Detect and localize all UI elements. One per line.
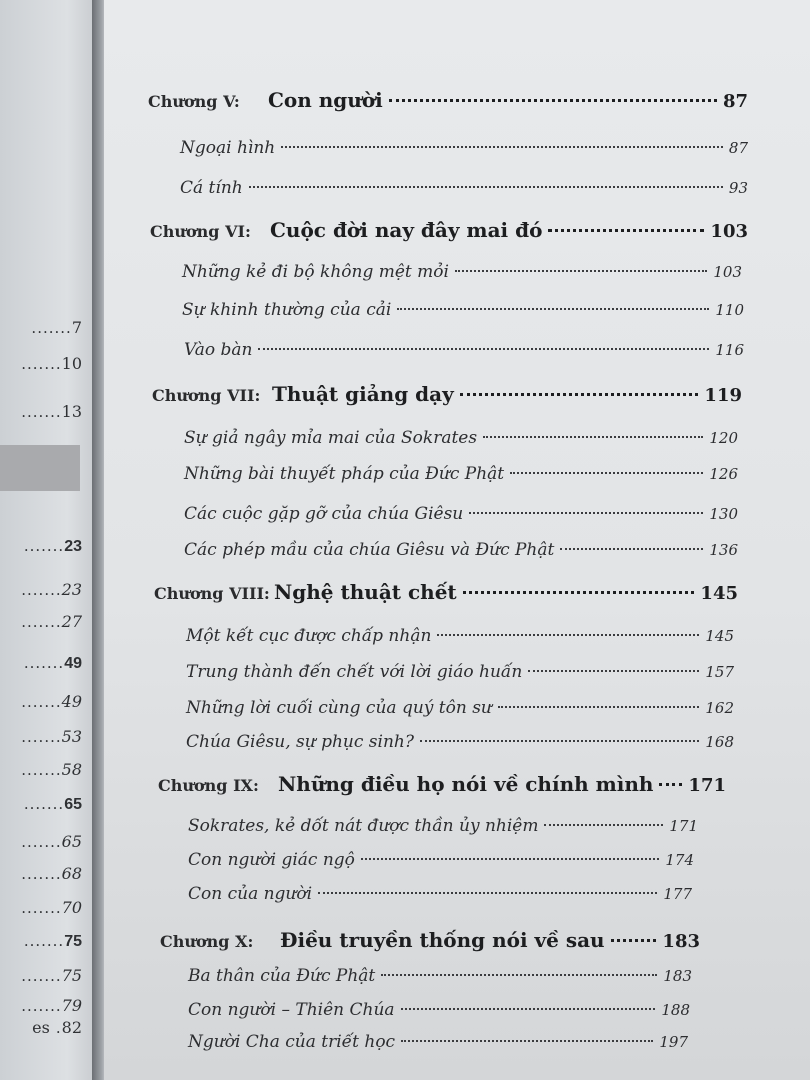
left-page-number: 49 xyxy=(64,655,82,672)
left-page-number: 23 xyxy=(64,538,82,555)
left-page-number: 7 xyxy=(71,318,82,337)
page-number: 87 xyxy=(728,139,748,157)
left-page-entry xyxy=(21,898,82,917)
toc-section-row[interactable] xyxy=(188,1000,690,1020)
toc-section-row[interactable] xyxy=(186,698,734,718)
section-title: Vào bàn xyxy=(184,340,253,360)
left-page-dots: ....... xyxy=(21,761,62,779)
section-title: Chúa Giêsu, sự phục sinh? xyxy=(186,732,414,752)
page-number: 177 xyxy=(663,885,692,903)
page-number: 171 xyxy=(669,817,698,835)
section-title: Con của người xyxy=(188,884,313,904)
dot-leader xyxy=(510,472,703,474)
toc-section-row[interactable] xyxy=(184,504,738,524)
dot-leader xyxy=(659,783,682,786)
toc-section-row[interactable] xyxy=(182,300,744,320)
left-page-number: 75 xyxy=(64,933,82,950)
page-number: 145 xyxy=(700,583,738,604)
left-page-number: 68 xyxy=(61,864,82,883)
toc-section-row[interactable] xyxy=(184,340,744,360)
left-page-dots: ....... xyxy=(23,932,65,950)
section-title: Những bài thuyết pháp của Đức Phật xyxy=(184,464,505,484)
left-page-entry xyxy=(24,654,82,673)
left-page-dots: ....... xyxy=(21,693,62,711)
dot-leader xyxy=(381,974,657,976)
toc-section-row[interactable] xyxy=(186,626,734,646)
section-title: Trung thành đến chết với lời giáo huấn xyxy=(186,662,523,682)
left-page-gray-band xyxy=(0,445,80,491)
left-page-number: 65 xyxy=(64,796,82,813)
dot-leader xyxy=(548,229,704,232)
toc-chapter-row[interactable] xyxy=(160,928,700,952)
left-page-entry xyxy=(21,832,82,851)
dot-leader xyxy=(560,548,703,550)
left-page-number: 13 xyxy=(61,402,82,421)
section-title: Ngoại hình xyxy=(180,138,276,158)
toc-section-row[interactable] xyxy=(186,662,734,682)
dot-leader xyxy=(437,634,699,636)
page-number: 130 xyxy=(709,505,738,523)
section-title: Sokrates, kẻ dốt nát được thần ủy nhiệm xyxy=(188,816,539,836)
left-page-entry xyxy=(21,612,82,631)
chapter-title: Cuộc đời nay đây mai đó xyxy=(270,218,543,242)
dot-leader xyxy=(463,591,695,594)
page-number: 116 xyxy=(715,341,744,359)
chapter-title: Nghệ thuật chết xyxy=(274,580,457,604)
left-page-dots: ....... xyxy=(21,355,62,373)
left-page-entry xyxy=(21,692,82,711)
page-number: 145 xyxy=(705,627,734,645)
left-page-number: 23 xyxy=(61,580,82,599)
left-page-entry xyxy=(21,402,82,421)
dot-leader xyxy=(389,99,717,102)
section-title: Cá tính xyxy=(180,178,243,198)
toc-section-row[interactable] xyxy=(184,464,738,484)
dot-leader xyxy=(544,824,663,826)
dot-leader xyxy=(420,740,699,742)
dot-leader xyxy=(460,393,699,396)
left-page-dots: ....... xyxy=(23,537,65,555)
left-page-entry xyxy=(24,795,82,814)
section-title: Sự khinh thường của cải xyxy=(182,300,392,320)
section-title: Những lời cuối cùng của quý tôn sư xyxy=(186,698,492,718)
left-page-dots: ....... xyxy=(21,997,62,1015)
page-number: 171 xyxy=(688,775,726,796)
toc-section-row[interactable] xyxy=(188,884,692,904)
left-page-entry xyxy=(24,932,82,951)
section-title: Con người giác ngộ xyxy=(188,850,355,870)
section-title: Các phép mầu của chúa Giêsu và Đức Phật xyxy=(184,540,555,560)
left-page-entry xyxy=(32,1018,82,1037)
section-title: Những kẻ đi bộ không mệt mỏi xyxy=(182,262,449,282)
toc-section-row[interactable] xyxy=(188,966,692,986)
left-page-dots: ....... xyxy=(31,319,72,337)
page-number: 120 xyxy=(709,429,738,447)
left-page-dots: ....... xyxy=(21,728,62,746)
left-page-dots: ....... xyxy=(21,613,62,631)
page-number: 168 xyxy=(705,733,734,751)
left-page-entry xyxy=(21,354,82,373)
dot-leader xyxy=(281,146,723,148)
toc-section-row[interactable] xyxy=(180,178,748,198)
dot-leader xyxy=(318,892,657,894)
left-page-entry xyxy=(24,537,82,556)
chapter-label: Chương IX: xyxy=(158,776,259,795)
dot-leader xyxy=(498,706,699,708)
page-number: 119 xyxy=(704,385,742,406)
toc-section-row[interactable] xyxy=(186,732,734,752)
page-number: 174 xyxy=(665,851,694,869)
section-title: Một kết cục được chấp nhận xyxy=(186,626,432,646)
left-page-number: 10 xyxy=(61,354,82,373)
toc-section-row[interactable] xyxy=(188,1032,688,1052)
left-page-number: 65 xyxy=(61,832,82,851)
dot-leader xyxy=(401,1008,656,1010)
dot-leader xyxy=(249,186,723,188)
left-page-dots: ....... xyxy=(21,403,62,421)
chapter-label: Chương VII: xyxy=(152,386,261,405)
toc-section-row[interactable] xyxy=(188,850,694,870)
dot-leader xyxy=(401,1040,653,1042)
chapter-title: Con người xyxy=(268,88,383,112)
dot-leader xyxy=(469,512,703,514)
chapter-label: Chương X: xyxy=(160,932,254,951)
left-page-entry xyxy=(21,727,82,746)
left-page-dots: ....... xyxy=(23,654,65,672)
left-page-number: 70 xyxy=(61,898,82,917)
page-number: 93 xyxy=(728,179,748,197)
page-number: 110 xyxy=(715,301,744,319)
left-page-entry xyxy=(21,966,82,985)
left-page-entry xyxy=(21,760,82,779)
section-title: Sự giả ngây mỉa mai của Sokrates xyxy=(184,428,478,448)
toc-chapter-row[interactable] xyxy=(152,382,742,406)
left-page-dots: ....... xyxy=(21,865,62,883)
page-number: 126 xyxy=(709,465,738,483)
toc-chapter-row[interactable] xyxy=(150,218,748,242)
page-number: 87 xyxy=(722,91,748,112)
left-page-entry xyxy=(31,318,82,337)
left-page-number: 53 xyxy=(61,727,82,746)
dot-leader xyxy=(361,858,659,860)
chapter-label: Chương VIII: xyxy=(154,584,270,603)
left-page xyxy=(0,0,96,1080)
left-page-number: 27 xyxy=(61,612,82,631)
left-page-entry xyxy=(21,864,82,883)
section-title: Ba thân của Đức Phật xyxy=(188,966,376,986)
page-number: 197 xyxy=(659,1033,688,1051)
left-page-dots: ....... xyxy=(21,581,62,599)
left-page-dots: ....... xyxy=(21,833,62,851)
page-number: 103 xyxy=(713,263,742,281)
page-number: 188 xyxy=(661,1001,690,1019)
chapter-title: Những điều họ nói về chính mình xyxy=(278,772,654,796)
chapter-title: Điều truyền thống nói về sau xyxy=(280,928,605,952)
toc-chapter-row[interactable] xyxy=(154,580,738,604)
left-page-number: 49 xyxy=(61,692,82,711)
left-page-dots: ....... xyxy=(23,795,65,813)
section-title: Con người – Thiên Chúa xyxy=(188,1000,395,1020)
chapter-label: Chương VI: xyxy=(150,222,251,241)
chapter-title: Thuật giảng dạy xyxy=(272,382,454,406)
left-page-entry xyxy=(21,996,82,1015)
toc-chapter-row[interactable] xyxy=(158,772,726,796)
page-number: 183 xyxy=(663,967,692,985)
dot-leader xyxy=(397,308,709,310)
left-page-number: 82 xyxy=(61,1018,82,1037)
left-page-entry xyxy=(21,580,82,599)
toc-section-row[interactable] xyxy=(180,138,748,158)
left-page-fragment: es xyxy=(32,1018,50,1037)
toc-chapter-row[interactable] xyxy=(148,88,748,112)
chapter-label: Chương V: xyxy=(148,92,240,111)
toc-section-row[interactable] xyxy=(182,262,742,282)
dot-leader xyxy=(611,939,657,942)
page-number: 103 xyxy=(710,221,748,242)
page-number: 136 xyxy=(709,541,738,559)
dot-leader xyxy=(528,670,699,672)
toc-section-row[interactable] xyxy=(184,428,738,448)
table-of-contents-page xyxy=(104,0,810,1080)
dot-leader xyxy=(483,436,703,438)
section-title: Các cuộc gặp gỡ của chúa Giêsu xyxy=(184,504,464,524)
dot-leader xyxy=(455,270,707,272)
toc-section-row[interactable] xyxy=(184,540,738,560)
left-page-dots: . xyxy=(55,1019,62,1037)
toc-section-row[interactable] xyxy=(188,816,698,836)
left-page-dots: ....... xyxy=(21,967,62,985)
page-number: 162 xyxy=(705,699,734,717)
left-page-number: 75 xyxy=(61,966,82,985)
left-page-dots: ....... xyxy=(21,899,62,917)
left-page-number: 79 xyxy=(61,996,82,1015)
page-number: 157 xyxy=(705,663,734,681)
page-number: 183 xyxy=(662,931,700,952)
left-page-number: 58 xyxy=(61,760,82,779)
section-title: Người Cha của triết học xyxy=(188,1032,396,1052)
dot-leader xyxy=(258,348,709,350)
